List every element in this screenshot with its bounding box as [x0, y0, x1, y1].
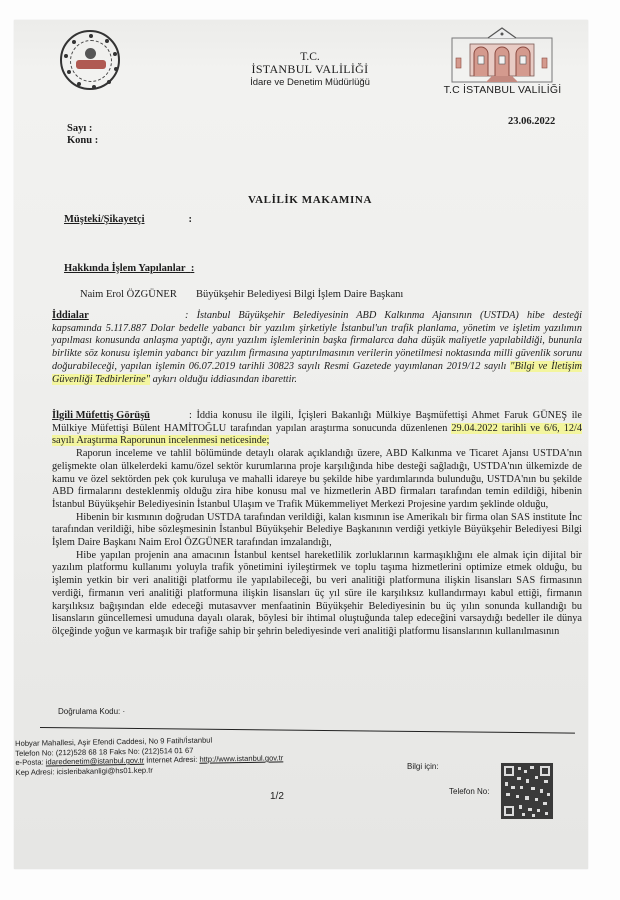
right-logo-caption: T.C İSTANBUL VALİLİĞİ	[443, 84, 562, 96]
document-title: VALİLİK MAKAMINA	[248, 194, 372, 206]
sayi-label: Sayı :	[67, 123, 93, 134]
opinion-paragraph-3: Hibenin bir kısmının doğrudan USTDA tarafından verildiği, kalan kısmının ise Amerikalı bir firma olan SAS institute İnc tarafından verildiği, hibe sözleşmesinin İstanbul Büyükşehir Belediye Başkanının verdiği yetkiyle Büyükşehir Belediyesi Bilgi İşlem Daire Başkanı Naim Erol ÖZGÜNER tarafından imzalandığı,	[52, 511, 582, 549]
qr-code-icon[interactable]	[500, 762, 554, 820]
konu-label: Konu :	[67, 135, 99, 146]
info-label: Bilgi için:	[407, 762, 439, 771]
website-link[interactable]: http://www.istanbul.gov.tr	[199, 753, 284, 764]
subjects-label: Hakkında İşlem Yapılanlar :	[64, 263, 195, 274]
document-date: 23.06.2022	[508, 116, 556, 127]
letterhead-tc: T.C.	[300, 51, 320, 63]
allegations-text: İstanbul Büyükşehir Belediyesinin ABD Kalkınma Ajansının (USTDA) hibe desteği kapsamında 5.117.887 Dolar bedelle yabancı bir yazılım şirketiyle İstanbul'un trafik planlama, yönetim ve işletim yazılımın yapılması konusunda anlaşma yaptığı, aynı yazılım işlemlerinin başka firmalarca daha düşük maliyetle yapılabildiği, bununla birlikte söz konusu işlemin yabancı bir yazılım firmasına yaptırılmasının verilerin yönetilmesi noktasında milli güvenlik sorunu doğurabileceği, yapılan işlemin 06.07.2019 tarihli 30823 sayılı Resmi Gazetede yayımlanan 2019/12 sayılı	[52, 310, 582, 372]
opinion-paragraph-4: Hibe yapılan projenin ana amacının İstanbul kentsel hareketlilik zorluklarının karmaşıklığını ele almak için dijital bir yazılım platformu kullanımı yoluyla trafik yönetimini iyileştirmek ve toplu taşıma hizmetlerini optimize etmek olduğu, bu işlemin yetkin bir veri analitiği platformu ile yapılabileceği, bu veri analitiği platformuna ilişkin lisansları SAS firmasının verdiği, firmanın veri analitiği platformuna ilişkin lisansları üç yıl süre ile karşılıksız kullandırmayı kabul ettiği, firmanın karşılıksız bağışından elde edeceği mutasavver menfaatinin Büyükşehir Belediyesinin bu üç yılın sonunda kullandığı bu lisansların güncellemesi umuduna dayalı olarak, böylesi bir ihtimal oluştuğunda talep edeceğini varsaydığı bedeller ile dünya ölçeğinde yoğun ve karmaşık bir trafiğe sahip bir şehrin belediyesinde veri analitiği platformu lisanslarının kullanılmasının	[52, 549, 582, 637]
subject-position: Büyükşehir Belediyesi Bilgi İşlem Daire Başkanı	[196, 289, 404, 300]
footer-kep: Kep Adresi: icisleribakanligi@hs01.kep.tr	[15, 765, 153, 777]
inspector-opinion-label: İlgili Müfettiş Görüşü	[52, 410, 151, 421]
inspector-opinion-section: İlgili Müfettiş Görüşü : İddia konusu ile ilgili, İçişleri Bakanlığı Mülkiye Başmüfettişi Ahmet Faruk GÜNEŞ ile Mülkiye Müfettişi Bülent HAMİTOĞLU tarafından yapılan araştırma sonucunda düzenlenen 29.04.2022 tarihli ve 6/6, 12/4 sayılı Araştırma Raporunun incelenmesi neticesinde; Raporun inceleme ve tahlil bölümünde detaylı olarak açıklandığı üzere, ABD Kalkınma ve Ticaret Ajansı USTDA'nın gelişmekte olan ülkelerdeki kamu/özel sektör kurumlarına proje karşılığında hibe desteği sağladığı, USTDA'nın ülkemizde de kamu ve özel sektörden pek çok kuruluşa ve mahalli idareye bu şekilde hibe yardımlarında bulunduğu, USTDA'nın bu şekilde ABD firmalarını desteklenmiş olduğu zira hibe konusu mal ve hizmetlerin ABD firmaları tarafından temin edildiği, hibenin İstanbul Büyükşehir Belediyesinin İstanbul Ulaşım ve Trafik Mükemmeliyet Merkezi Projesine yardım şeklinde olduğu, Hibenin bir kısmının doğrudan USTDA tarafından verildiği, kalan kısmının ise Amerikalı bir firma olan SAS institute İnc tarafından verildiği, hibe sözleşmesinin İstanbul Büyükşehir Belediye Başkanının verdiği yetkiyle Büyükşehir Belediyesi Bilgi İşlem Daire Başkanı Naim Erol ÖZGÜNER tarafından imzalandığı, Hibe yapılan projenin ana amacının İstanbul kentsel hareketlilik zorluklarının karmaşıklığını ele almak için dijital bir yazılım platformu kullanımı yoluyla trafik yönetimini iyileştirmek ve toplu taşıma hizmetlerini optimize etmek olduğu, bu işlemin yetkin bir veri analitiği platformu ile yapılabileceği, bu veri analitiği platformuna ilişkin lisansları SAS firmasının verdiği, firmanın veri analitiği platformuna ilişkin lisansları üç yıl süre ile karşılıksız kullandırmayı kabul ettiği, firmanın karşılıksız bağışından elde edeceği mutasavver menfaatinin Büyükşehir Belediyesinin bu üç yılın sonunda kullandığı bu lisansların güncellemesi umuduna dayalı olarak, böylesi bir ihtimal oluştuğunda talep edeceğini varsaydığı bedeller ile dünya ölçeğinde yoğun ve karmaşık bir trafiğe sahip bir şehrin belediyesinde veri analitiği platformu lisanslarının kullanılmasının	[52, 410, 583, 637]
opinion-paragraph-1: İddia konusu ile ilgili, İçişleri Bakanlığı Mülkiye Başmüfettişi Ahmet Faruk GÜNEŞ ile Mülkiye Müfettişi Bülent HAMİTOĞLU tarafından yapılan araştırma sonucunda düzenlenen	[52, 410, 582, 434]
allegations-highlight: "Bilgi ve İletişim Güvenliği Tedbirlerine"	[52, 360, 582, 385]
letterhead-department: İdare ve Denetim Müdürlüğü	[250, 77, 370, 88]
subject-name: Naim Erol ÖZGÜNER	[80, 289, 177, 300]
footer-contact: Hobyar Mahallesi, Aşir Efendi Caddesi, No 9 Fatih/İstanbul Telefon No: (212)528 68 18 Faks No: (212)514 01 67 e-Posta: idaredenetim@istanbul.gov.tr İnternet Adresi: http://www.istanbul.gov.tr Kep Adresi: icisleribakanligi@hs01.kep.tr	[15, 733, 346, 777]
verification-code-label: Doğrulama Kodu: ·	[58, 707, 126, 716]
letterhead-governorship: İSTANBUL VALİLİĞİ	[251, 62, 369, 76]
page-number: 1/2	[270, 791, 284, 802]
footer-phone: Telefon No: (212)528 68 18 Faks No: (212)514 01 67	[15, 745, 194, 758]
phone-label: Telefon No:	[449, 787, 490, 796]
opinion-paragraph-2: Raporun inceleme ve tahlil bölümünde detaylı olarak açıklandığı üzere, ABD Kalkınma ve Ticaret Ajansı USTDA'nın gelişmekte olan ülkelerdeki kamu/özel sektör kurumlarına proje karşılığında hibe desteği sağladığı, USTDA'nın ülkemizde de kamu ve özel sektörden pek çok kuruluşa ve mahalli idareye bu şekilde hibe yardımlarında bulunduğu, USTDA'nın bu şekilde ABD firmalarını desteklenmiş olduğu zira hibe konusu mal ve hizmetlerin ABD firmaları tarafından temin edildiği, hibenin İstanbul Büyükşehir Belediyesinin İstanbul Ulaşım ve Trafik Mükemmeliyet Merkezi Projesine yardım şeklinde olduğu,	[52, 448, 582, 510]
footer-address: Hobyar Mahallesi, Aşir Efendi Caddesi, No 9 Fatih/İstanbul	[15, 735, 213, 748]
email-link[interactable]: idaredenetim@istanbul.gov.tr	[45, 755, 145, 767]
allegations-label: İddialar	[52, 310, 89, 321]
complainant-label: Müşteki/Şikayetçi :	[64, 214, 192, 225]
opinion-highlight: 29.04.2022 tarihli ve 6/6, 12/4 sayılı Araştırma Raporunun incelenmesi neticesinde;	[52, 422, 583, 447]
allegations-section: İddialar : İstanbul Büyükşehir Belediyesinin ABD Kalkınma Ajansının (USTDA) hibe desteği kapsamında 5.117.887 Dolar bedelle yabancı bir yazılım şirketiyle İstanbul'un trafik planlama, yönetim ve işletim yazılımın yapılması konusunda anlaşma yaptığı, aynı yazılım işlemlerinin başka firmalarca daha düşük maliyetle yapılabildiği, bununla birlikte söz konusu işlemin yabancı bir yazılım firmasına yaptırılmasının verilerin yönetilmesi noktasında milli güvenlik sorunu doğurabileceği, yapılan işlemin 06.07.2019 tarihli 30823 sayılı Resmi Gazetede yayımlanan 2019/12 sayılı "Bilgi ve İletişim Güvenliği Tedbirlerine" aykırı olduğu iddiasından ibarettir.	[52, 310, 582, 385]
building-icon	[446, 26, 558, 86]
